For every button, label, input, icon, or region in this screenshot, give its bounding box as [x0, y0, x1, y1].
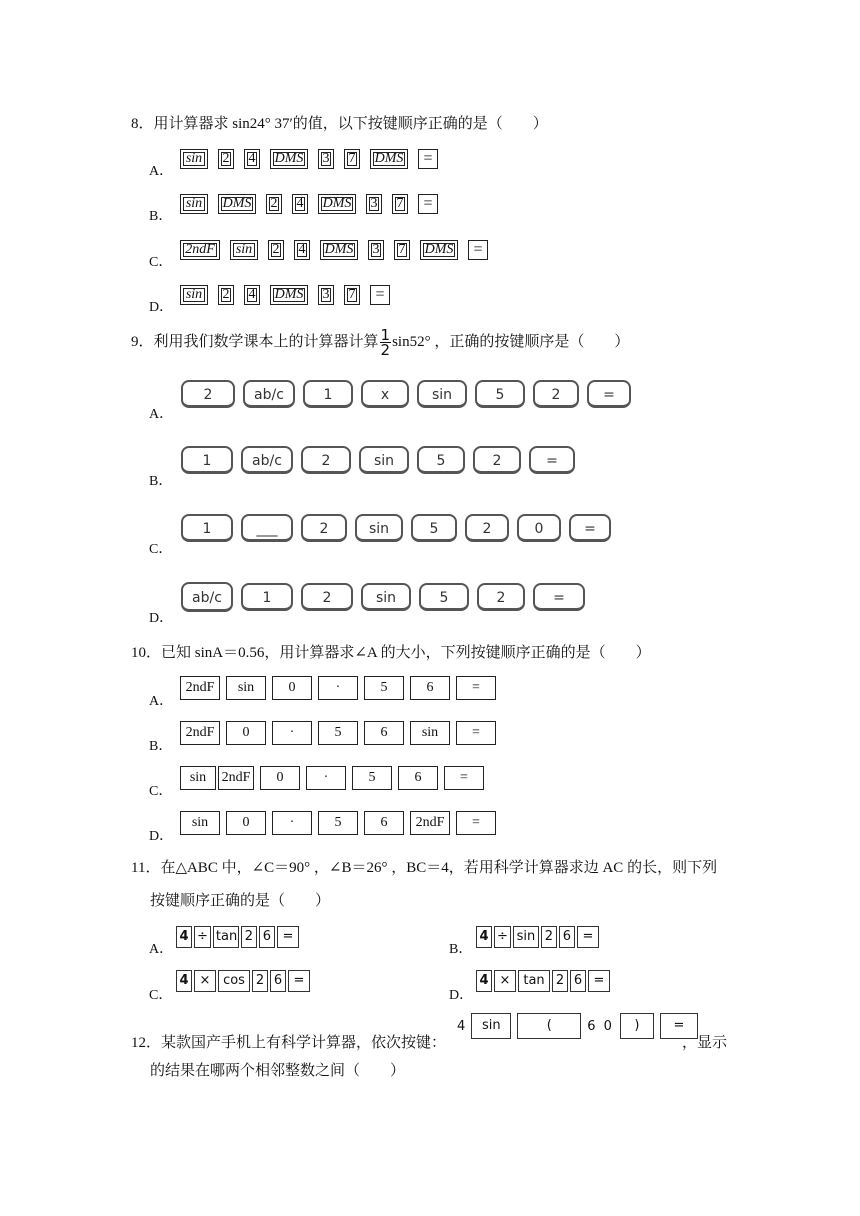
option-b-label: B．	[449, 942, 473, 957]
fraction	[380, 328, 392, 357]
key: 3	[368, 240, 384, 260]
key: 3	[366, 194, 382, 214]
q9-option-a-keys	[181, 380, 631, 408]
key: 6	[270, 970, 286, 992]
key: 6	[364, 721, 404, 745]
q9-option-d-keys	[181, 582, 585, 612]
key: 2	[268, 240, 284, 260]
key: sin	[180, 766, 216, 790]
key: 2	[181, 380, 235, 408]
key: =	[660, 1013, 698, 1039]
key: 5	[419, 583, 469, 611]
key: ___	[241, 514, 293, 542]
key: 2ndF	[180, 240, 220, 260]
option-d-label: D．	[149, 611, 174, 626]
key: 2	[301, 514, 347, 542]
key: 5	[364, 676, 404, 700]
q8-option-c-keys	[180, 240, 488, 260]
q10-option-b-keys	[180, 721, 502, 745]
key: 5	[475, 380, 525, 408]
key: tan	[518, 970, 550, 992]
key: 1	[181, 514, 233, 542]
key: 5	[318, 811, 358, 835]
key: 0	[226, 721, 266, 745]
key: sin	[180, 194, 208, 214]
key: ·	[318, 676, 358, 700]
key: sin	[180, 149, 208, 169]
key: sin	[471, 1013, 511, 1039]
option-c-label: C．	[149, 988, 173, 1003]
option-c-label: C．	[149, 255, 173, 270]
key: 2	[241, 926, 257, 948]
option-b-label: B．	[149, 209, 173, 224]
key: 2	[252, 970, 268, 992]
key: 2ndF	[180, 721, 220, 745]
key: =	[468, 240, 488, 260]
q11-option-d-keys	[476, 970, 612, 992]
key: DMS	[320, 240, 358, 260]
key: =	[277, 926, 299, 948]
option-b-label: B．	[149, 739, 173, 754]
key: =	[418, 194, 438, 214]
question-8-stem: 8．用计算器求 sin24° 37′的值，以下按键顺序正确的是（ ）	[131, 116, 548, 132]
key: 2	[533, 380, 579, 408]
question-12-stem-line2: 的结果在哪两个相邻整数之间（ ）	[150, 1063, 406, 1079]
key: DMS	[270, 149, 308, 169]
q10-option-d-keys	[180, 811, 502, 835]
key: 7	[344, 149, 360, 169]
key: 0	[272, 676, 312, 700]
q8-option-d-keys	[180, 285, 390, 305]
key: sin	[410, 721, 450, 745]
key: 7	[394, 240, 410, 260]
key: 4	[457, 1018, 466, 1034]
key: 5	[411, 514, 457, 542]
key: DMS	[318, 194, 356, 214]
q11-option-c-keys	[176, 970, 312, 992]
key: DMS	[270, 285, 308, 305]
key: =	[588, 970, 610, 992]
key: =	[577, 926, 599, 948]
key: 1	[241, 583, 293, 611]
option-a-label: A．	[149, 694, 174, 709]
key: 6 0	[587, 1018, 614, 1034]
key: 7	[344, 285, 360, 305]
option-a-label: A．	[149, 407, 174, 422]
key: 2	[301, 583, 353, 611]
key: 2	[465, 514, 509, 542]
key: ×	[494, 970, 516, 992]
key: 3	[318, 285, 334, 305]
key: ·	[272, 721, 312, 745]
key: 2	[541, 926, 557, 948]
option-b-label: B．	[149, 474, 173, 489]
key: x	[361, 380, 409, 408]
q9-text-after: sin52° ，正确的按键顺序是（ ）	[392, 333, 630, 350]
key: 4	[244, 285, 260, 305]
key: sin	[355, 514, 403, 542]
key: sin	[180, 285, 208, 305]
key: (	[517, 1013, 581, 1039]
key: ÷	[494, 926, 511, 948]
key: 4	[476, 970, 492, 992]
key: 6	[398, 766, 438, 790]
key: 1	[303, 380, 353, 408]
key: 2	[218, 149, 234, 169]
key: sin	[180, 811, 220, 835]
q10-option-c-keys	[180, 766, 490, 790]
key: 6	[559, 926, 575, 948]
key: 2ndF	[410, 811, 450, 835]
q9-option-c-keys	[181, 514, 611, 542]
key: sin	[417, 380, 467, 408]
key: 3	[318, 149, 334, 169]
option-a-label: A．	[149, 164, 174, 179]
question-12-stem-line1: 12．某款国产手机上有科学计算器，依次按键：	[131, 1035, 447, 1051]
key: =	[288, 970, 310, 992]
fraction-numerator: 1	[380, 326, 391, 344]
key: 4	[294, 240, 310, 260]
question-12-stem-tail: ，显示	[682, 1035, 728, 1051]
key: =	[456, 721, 496, 745]
key: DMS	[218, 194, 256, 214]
key: 4	[476, 926, 492, 948]
question-11-stem-line2: 按键顺序正确的是（ ）	[150, 893, 331, 909]
key: sin	[359, 446, 409, 474]
key: 6	[570, 970, 586, 992]
question-10-stem: 10．已知 sinA＝0.56，用计算器求∠A 的大小，下列按键顺序正确的是（ ）	[131, 645, 651, 661]
key: 4	[176, 970, 192, 992]
key: 0	[260, 766, 300, 790]
question-11-stem-line1: 11．在△ABC 中，∠C＝90° ，∠B＝26° ，BC＝4，若用科学计算器求边 AC 的长，则下列	[131, 860, 718, 876]
key: ×	[194, 970, 216, 992]
option-c-label: C．	[149, 542, 173, 557]
q11-option-b-keys	[476, 926, 601, 948]
key: ab/c	[243, 380, 295, 408]
key: cos	[218, 970, 250, 992]
key: =	[418, 149, 438, 169]
option-a-label: A．	[149, 942, 174, 957]
key: 2	[301, 446, 351, 474]
key: DMS	[370, 149, 408, 169]
q10-option-a-keys	[180, 676, 502, 700]
key: 2	[218, 285, 234, 305]
key: =	[569, 514, 611, 542]
key: =	[370, 285, 390, 305]
key: ÷	[194, 926, 211, 948]
key: 5	[417, 446, 465, 474]
key: sin	[226, 676, 266, 700]
key: 1	[181, 446, 233, 474]
q9-option-b-keys	[181, 446, 575, 474]
key: =	[529, 446, 575, 474]
key: ·	[306, 766, 346, 790]
key: 2	[552, 970, 568, 992]
key: 4	[244, 149, 260, 169]
key: 5	[318, 721, 358, 745]
q12-key-sequence	[457, 1013, 704, 1039]
option-d-label: D．	[149, 829, 174, 844]
key: sin	[361, 583, 411, 611]
key: DMS	[420, 240, 458, 260]
key: 2	[473, 446, 521, 474]
key: 2	[477, 583, 525, 611]
key: =	[533, 583, 585, 611]
key: )	[620, 1013, 654, 1039]
key: =	[456, 811, 496, 835]
key: =	[444, 766, 484, 790]
key: 2ndF	[218, 766, 254, 790]
key: 2	[266, 194, 282, 214]
key: =	[587, 380, 631, 408]
key: 6	[259, 926, 275, 948]
key: 5	[352, 766, 392, 790]
key: sin	[230, 240, 258, 260]
key: 4	[292, 194, 308, 214]
key: ·	[272, 811, 312, 835]
q11-option-a-keys	[176, 926, 301, 948]
q8-option-b-keys	[180, 194, 438, 214]
key: 2ndF	[180, 676, 220, 700]
option-d-label: D．	[449, 988, 474, 1003]
fraction-denominator: 2	[380, 341, 391, 359]
key: tan	[213, 926, 239, 948]
option-d-label: D．	[149, 300, 174, 315]
q9-text-before: 9．利用我们数学课本上的计算器计算	[131, 333, 379, 350]
key: 0	[517, 514, 561, 542]
option-c-label: C．	[149, 784, 173, 799]
key: 0	[226, 811, 266, 835]
key: 6	[364, 811, 404, 835]
key: 7	[392, 194, 408, 214]
key: =	[456, 676, 496, 700]
key: sin	[513, 926, 539, 948]
key: 6	[410, 676, 450, 700]
key: ab/c	[241, 446, 293, 474]
question-9-stem	[131, 328, 629, 357]
key: 4	[176, 926, 192, 948]
q8-option-a-keys	[180, 149, 438, 169]
key: ab/c	[181, 582, 233, 612]
